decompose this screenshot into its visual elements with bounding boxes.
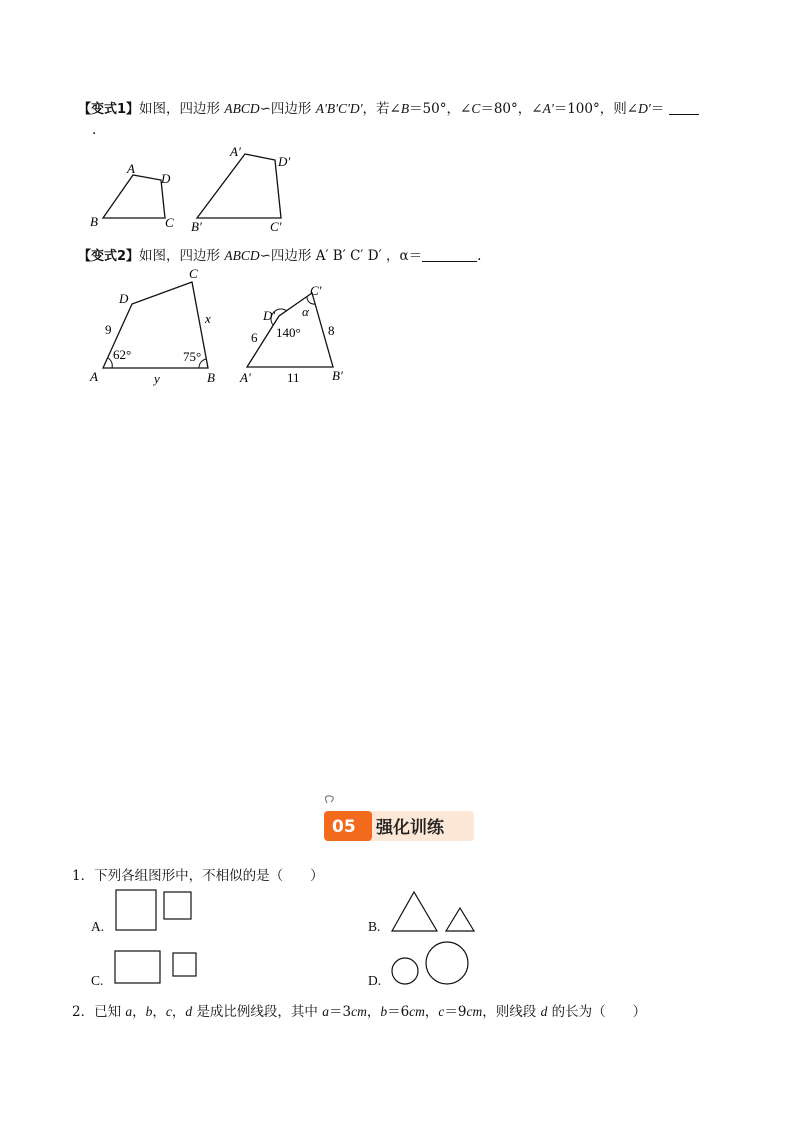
question-1-stem: 1．下列各组图形中，不相似的是（ ） bbox=[72, 868, 324, 884]
side-a2b2-label: 11 bbox=[287, 370, 300, 385]
stem-text: 的长为（ ） bbox=[547, 1004, 647, 1020]
side-ad-label: 9 bbox=[105, 322, 112, 337]
square bbox=[173, 953, 196, 976]
var-d: d bbox=[540, 1004, 548, 1019]
value: ＝6 bbox=[387, 1004, 410, 1020]
var-c: c bbox=[165, 1004, 172, 1019]
label-c2: C′ bbox=[310, 283, 322, 298]
stem-text: 四边形 bbox=[270, 101, 316, 117]
triangle-small bbox=[446, 908, 474, 931]
option-c-label[interactable]: C. bbox=[91, 973, 104, 988]
square-large bbox=[116, 890, 156, 930]
stem-text: ＝80°，∠ bbox=[480, 101, 543, 117]
comma: ， bbox=[366, 1004, 381, 1020]
rectangle bbox=[115, 951, 160, 983]
label-d2: D′ bbox=[263, 308, 276, 323]
quad-abcd: ABCD bbox=[224, 248, 260, 263]
label-b2: B′ bbox=[191, 219, 202, 234]
option-d-figure bbox=[388, 938, 473, 990]
value: ＝9 bbox=[444, 1004, 467, 1020]
option-b-figure bbox=[390, 888, 480, 936]
label-d2: D′ bbox=[278, 154, 291, 169]
variant1-stem bbox=[78, 97, 699, 117]
angle-a2: A' bbox=[542, 101, 554, 116]
stem-text: ＝100°，则∠ bbox=[553, 101, 639, 117]
label-b: B bbox=[90, 214, 98, 229]
angle-c: C bbox=[471, 101, 481, 116]
answer-blank[interactable] bbox=[422, 249, 477, 262]
stem-text: ，则线段 bbox=[482, 1004, 541, 1020]
label-c: C bbox=[189, 266, 198, 281]
question-2-stem bbox=[72, 1000, 646, 1020]
stem-text: 如图，四边形 bbox=[139, 248, 225, 264]
angle-d2-label: 140° bbox=[276, 325, 301, 340]
variant1-dot: . bbox=[92, 122, 97, 138]
option-a-figure bbox=[113, 887, 198, 935]
unit: cm bbox=[466, 1004, 483, 1019]
circle-large bbox=[426, 942, 468, 984]
triangle-large bbox=[392, 892, 437, 931]
similar-symbol: ∽ bbox=[259, 248, 271, 264]
variant1-tag: 【变式1】 bbox=[78, 102, 140, 117]
option-a-label[interactable]: A. bbox=[91, 919, 105, 934]
stem-text: 是成比例线段，其中 bbox=[192, 1004, 323, 1020]
angle-a-label: 62° bbox=[113, 347, 132, 362]
swirl-decoration bbox=[326, 796, 334, 803]
side-bc-label: x bbox=[205, 311, 211, 326]
stem-text: ，若∠ bbox=[362, 101, 401, 117]
label-d: D bbox=[119, 291, 129, 306]
label-a: A bbox=[90, 369, 98, 384]
label-a2: A′ bbox=[230, 144, 241, 159]
variant2-stem bbox=[78, 244, 481, 264]
circle-small bbox=[392, 958, 418, 984]
label-c: C bbox=[165, 215, 174, 230]
var-b: b bbox=[380, 1004, 388, 1019]
section-banner bbox=[318, 795, 483, 847]
var-d: d bbox=[185, 1004, 193, 1019]
stem-text: . bbox=[477, 248, 482, 264]
unit: cm bbox=[409, 1004, 425, 1019]
side-b2c2-label: 8 bbox=[328, 323, 335, 338]
comma: ， bbox=[132, 1004, 146, 1020]
angle-c2-label: α bbox=[302, 304, 309, 319]
quad-a2b2c2d2: A'B'C'D' bbox=[315, 101, 363, 116]
label-b2: B′ bbox=[332, 368, 343, 383]
angle-d2: D' bbox=[638, 101, 651, 116]
angle-b: B bbox=[400, 101, 410, 116]
label-a2: A′ bbox=[240, 370, 251, 385]
comma: ， bbox=[171, 1004, 186, 1020]
var-c: c bbox=[438, 1004, 445, 1019]
quad-abcd: ABCD bbox=[224, 101, 260, 116]
stem-text: 如图，四边形 bbox=[139, 101, 225, 117]
option-b-label[interactable]: B. bbox=[368, 919, 381, 934]
variant1-figure bbox=[85, 142, 305, 237]
comma: ， bbox=[152, 1004, 166, 1020]
variant2-tag: 【变式2】 bbox=[78, 249, 140, 264]
var-a: a bbox=[125, 1004, 133, 1019]
angle-b-label: 75° bbox=[183, 349, 202, 364]
variant2-figure bbox=[85, 262, 375, 387]
stem-text: ＝50°，∠ bbox=[409, 101, 472, 117]
stem-text: ＝ bbox=[650, 101, 665, 117]
stem-text: 2．已知 bbox=[72, 1004, 126, 1020]
comma: ， bbox=[424, 1004, 439, 1020]
unit: cm bbox=[351, 1004, 367, 1019]
option-c-figure bbox=[113, 948, 205, 988]
quad-a2b2c2d2-shape bbox=[197, 154, 281, 218]
banner-title: 强化训练 bbox=[376, 818, 444, 838]
label-b: B bbox=[207, 370, 215, 385]
side-a2d2-label: 6 bbox=[251, 330, 258, 345]
value: ＝3 bbox=[328, 1004, 352, 1020]
angle-a-arc bbox=[108, 358, 112, 368]
label-c2: C′ bbox=[270, 219, 282, 234]
side-ab-label: y bbox=[154, 371, 160, 386]
label-d: D bbox=[161, 171, 171, 186]
quad-abcd-shape bbox=[103, 175, 165, 218]
stem-text: 四边形 A′ B′ C′ D′ ，α＝ bbox=[270, 248, 423, 264]
option-d-label[interactable]: D. bbox=[368, 973, 382, 988]
similar-symbol: ∽ bbox=[259, 101, 271, 117]
square-small bbox=[164, 892, 191, 919]
label-a: A bbox=[127, 161, 135, 176]
banner-number: 05 bbox=[332, 817, 356, 837]
var-a: a bbox=[322, 1004, 329, 1019]
answer-blank[interactable] bbox=[669, 102, 699, 115]
var-b: b bbox=[145, 1004, 153, 1019]
